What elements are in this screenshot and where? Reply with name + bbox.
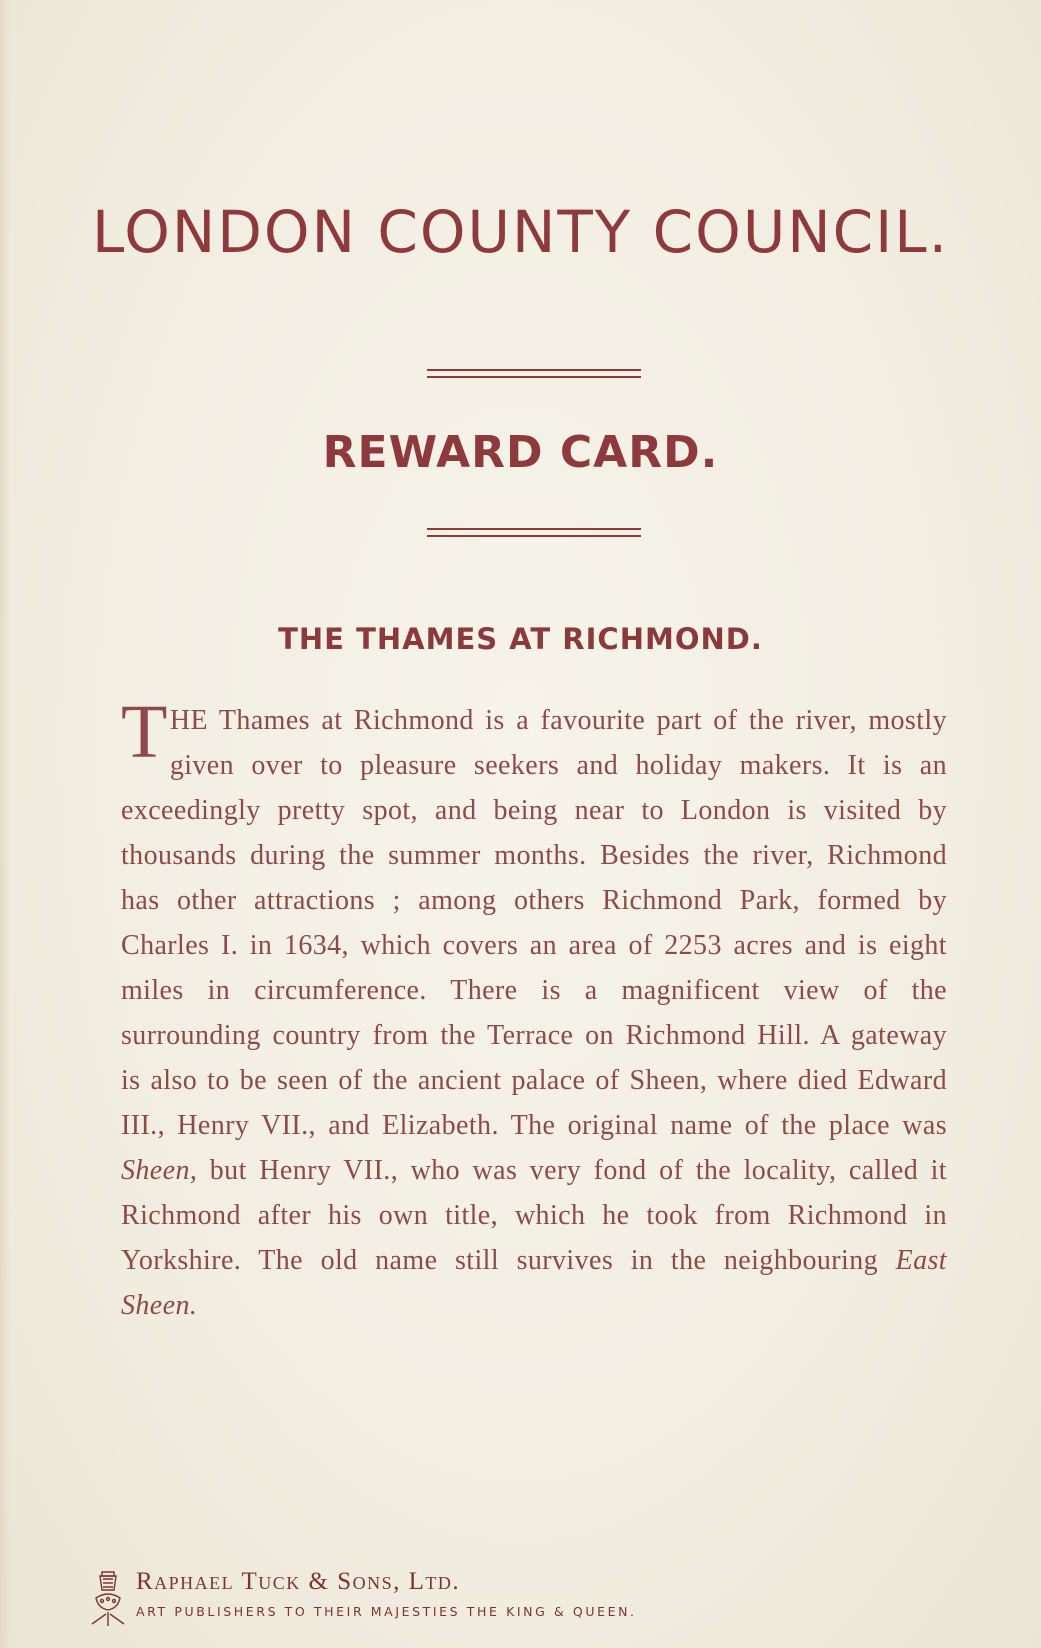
body-text-part-1: Thames at Richmond is a favourite part of the river, mostly given over to pleasure seekers and holiday makers. It is an exceedingly pretty spot, and being near to London is visited by thousands during the summer months. Besides the river, Richmond has other attractions ; among others Richmond Park, formed by Charles I. in 1634, which covers an area of 2253 acres and is eight miles in circumference. There is a magnificent view of the surrounding country from the Terrace on Richmond Hill. A gateway is also to be seen of the ancient palace of Sheen, where died Edward III., Henry VII., and Elizabeth. The original name of the place was xyxy=(121,705,947,1141)
publisher-footer xyxy=(88,1568,788,1638)
article-heading: THE THAMES AT RICHMOND. xyxy=(278,622,763,656)
italic-sheen: Sheen, xyxy=(121,1155,198,1186)
council-title: LONDON COUNTY COUNCIL. xyxy=(91,198,950,266)
double-rule-bottom xyxy=(427,528,641,538)
lead-word: HE xyxy=(169,705,208,736)
double-rule-top xyxy=(427,369,641,379)
drop-cap: T xyxy=(121,690,168,774)
article-body xyxy=(121,690,947,1328)
publisher-tagline: ART PUBLISHERS TO THEIR MAJESTIES THE KING & QUEEN. xyxy=(136,1604,637,1619)
publisher-name: Raphael Tuck & Sons, Ltd. xyxy=(136,1568,461,1595)
italic-east-sheen: East Sheen. xyxy=(121,1245,947,1321)
reward-card-subtitle: REWARD CARD. xyxy=(322,427,719,478)
body-text-part-2: but Henry VII., who was very fond of the locality, called it Richmond after his own title, which he took from Richmond in Yorkshire. The old name still survives in the neighbouring xyxy=(121,1155,947,1276)
easel-palette-icon xyxy=(88,1568,128,1628)
